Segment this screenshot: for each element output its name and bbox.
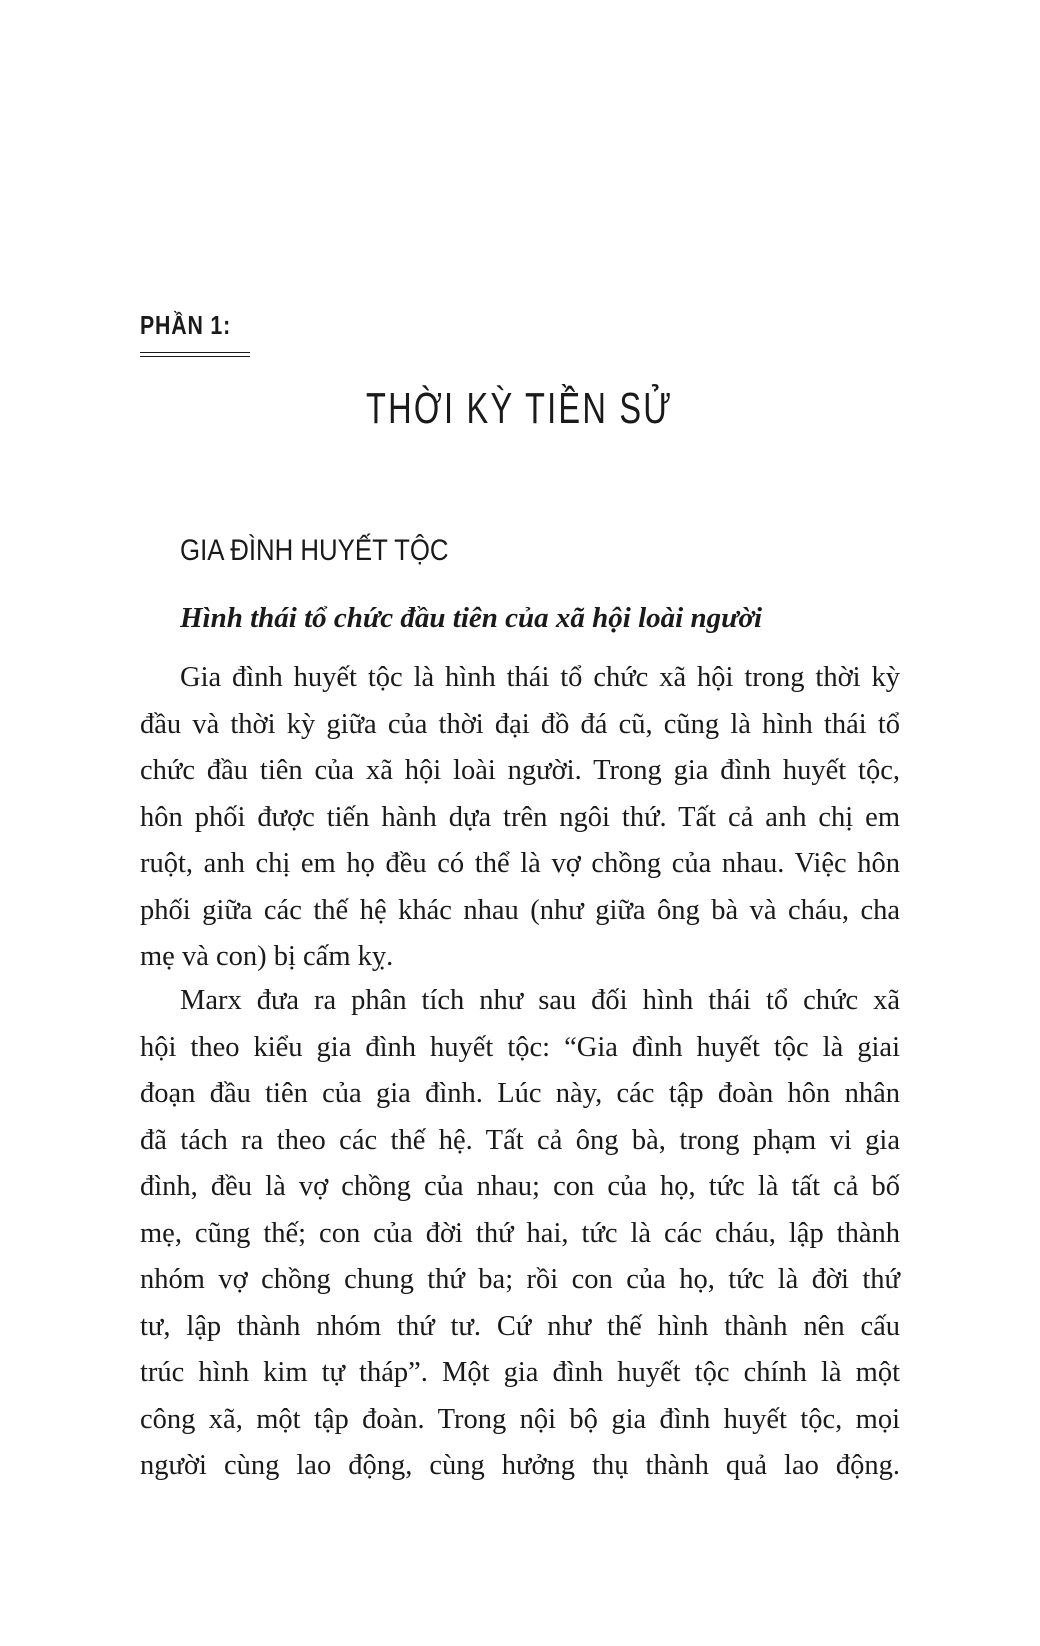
paragraph-line: hôn phối được tiến hành dựa trên ngôi thứ. Tất cả anh chị em	[140, 801, 900, 833]
paragraph-2	[140, 978, 900, 1490]
part-label: PHẦN 1:	[140, 310, 232, 340]
paragraph-line: mẹ, cũng thế; con của đời thứ hai, tức là các cháu, lập thành	[140, 1217, 900, 1249]
paragraph-line: người cùng lao động, cùng hưởng thụ thành quả lao động.	[140, 1450, 900, 1481]
paragraph-1	[140, 655, 900, 981]
part-label-underline	[140, 352, 250, 357]
paragraph-line: Gia đình huyết tộc là hình thái tổ chức xã hội trong thời kỳ	[180, 662, 900, 693]
paragraph-line: đầu và thời kỳ giữa của thời đại đồ đá cũ, cũng là hình thái tổ	[140, 708, 900, 740]
section-title: GIA ĐÌNH HUYẾT TỘC	[180, 534, 449, 567]
part-title	[0, 384, 1040, 434]
paragraph-line: ruột, anh chị em họ đều có thể là vợ chồng của nhau. Việc hôn	[140, 848, 900, 879]
paragraph-line: Marx đưa ra phân tích như sau đối hình thái tổ chức xã	[180, 985, 900, 1016]
paragraph-line: phối giữa các thế hệ khác nhau (như giữa ông bà và cháu, cha	[140, 894, 900, 926]
section-subtitle: Hình thái tổ chức đầu tiên của xã hội loài người	[180, 602, 763, 634]
paragraph-line: đình, đều là vợ chồng của nhau; con của họ, tức là tất cả bố	[140, 1171, 900, 1202]
paragraph-line: đã tách ra theo các thế hệ. Tất cả ông bà, trong phạm vi gia	[140, 1124, 900, 1156]
paragraph-line: chức đầu tiên của xã hội loài người. Trong gia đình huyết tộc,	[140, 755, 900, 786]
paragraph-line: đoạn đầu tiên của gia đình. Lúc này, các tập đoàn hôn nhân	[140, 1078, 900, 1109]
paragraph-line: công xã, một tập đoàn. Trong nội bộ gia đình huyết tộc, mọi	[140, 1403, 900, 1435]
paragraph-line: mẹ và con) bị cấm kỵ.	[140, 941, 394, 972]
part-title-text: THỜI KỲ TIỀN SỬ	[366, 384, 674, 433]
paragraph-line: hội theo kiểu gia đình huyết tộc: “Gia đình huyết tộc là giai	[140, 1031, 900, 1063]
paragraph-line: trúc hình kim tự tháp”. Một gia đình huyết tộc chính là một	[140, 1357, 900, 1388]
paragraph-line: nhóm vợ chồng chung thứ ba; rồi con của họ, tức là đời thứ	[140, 1264, 900, 1295]
paragraph-line: tư, lập thành nhóm thứ tư. Cứ như thế hình thành nên cấu	[140, 1310, 900, 1342]
